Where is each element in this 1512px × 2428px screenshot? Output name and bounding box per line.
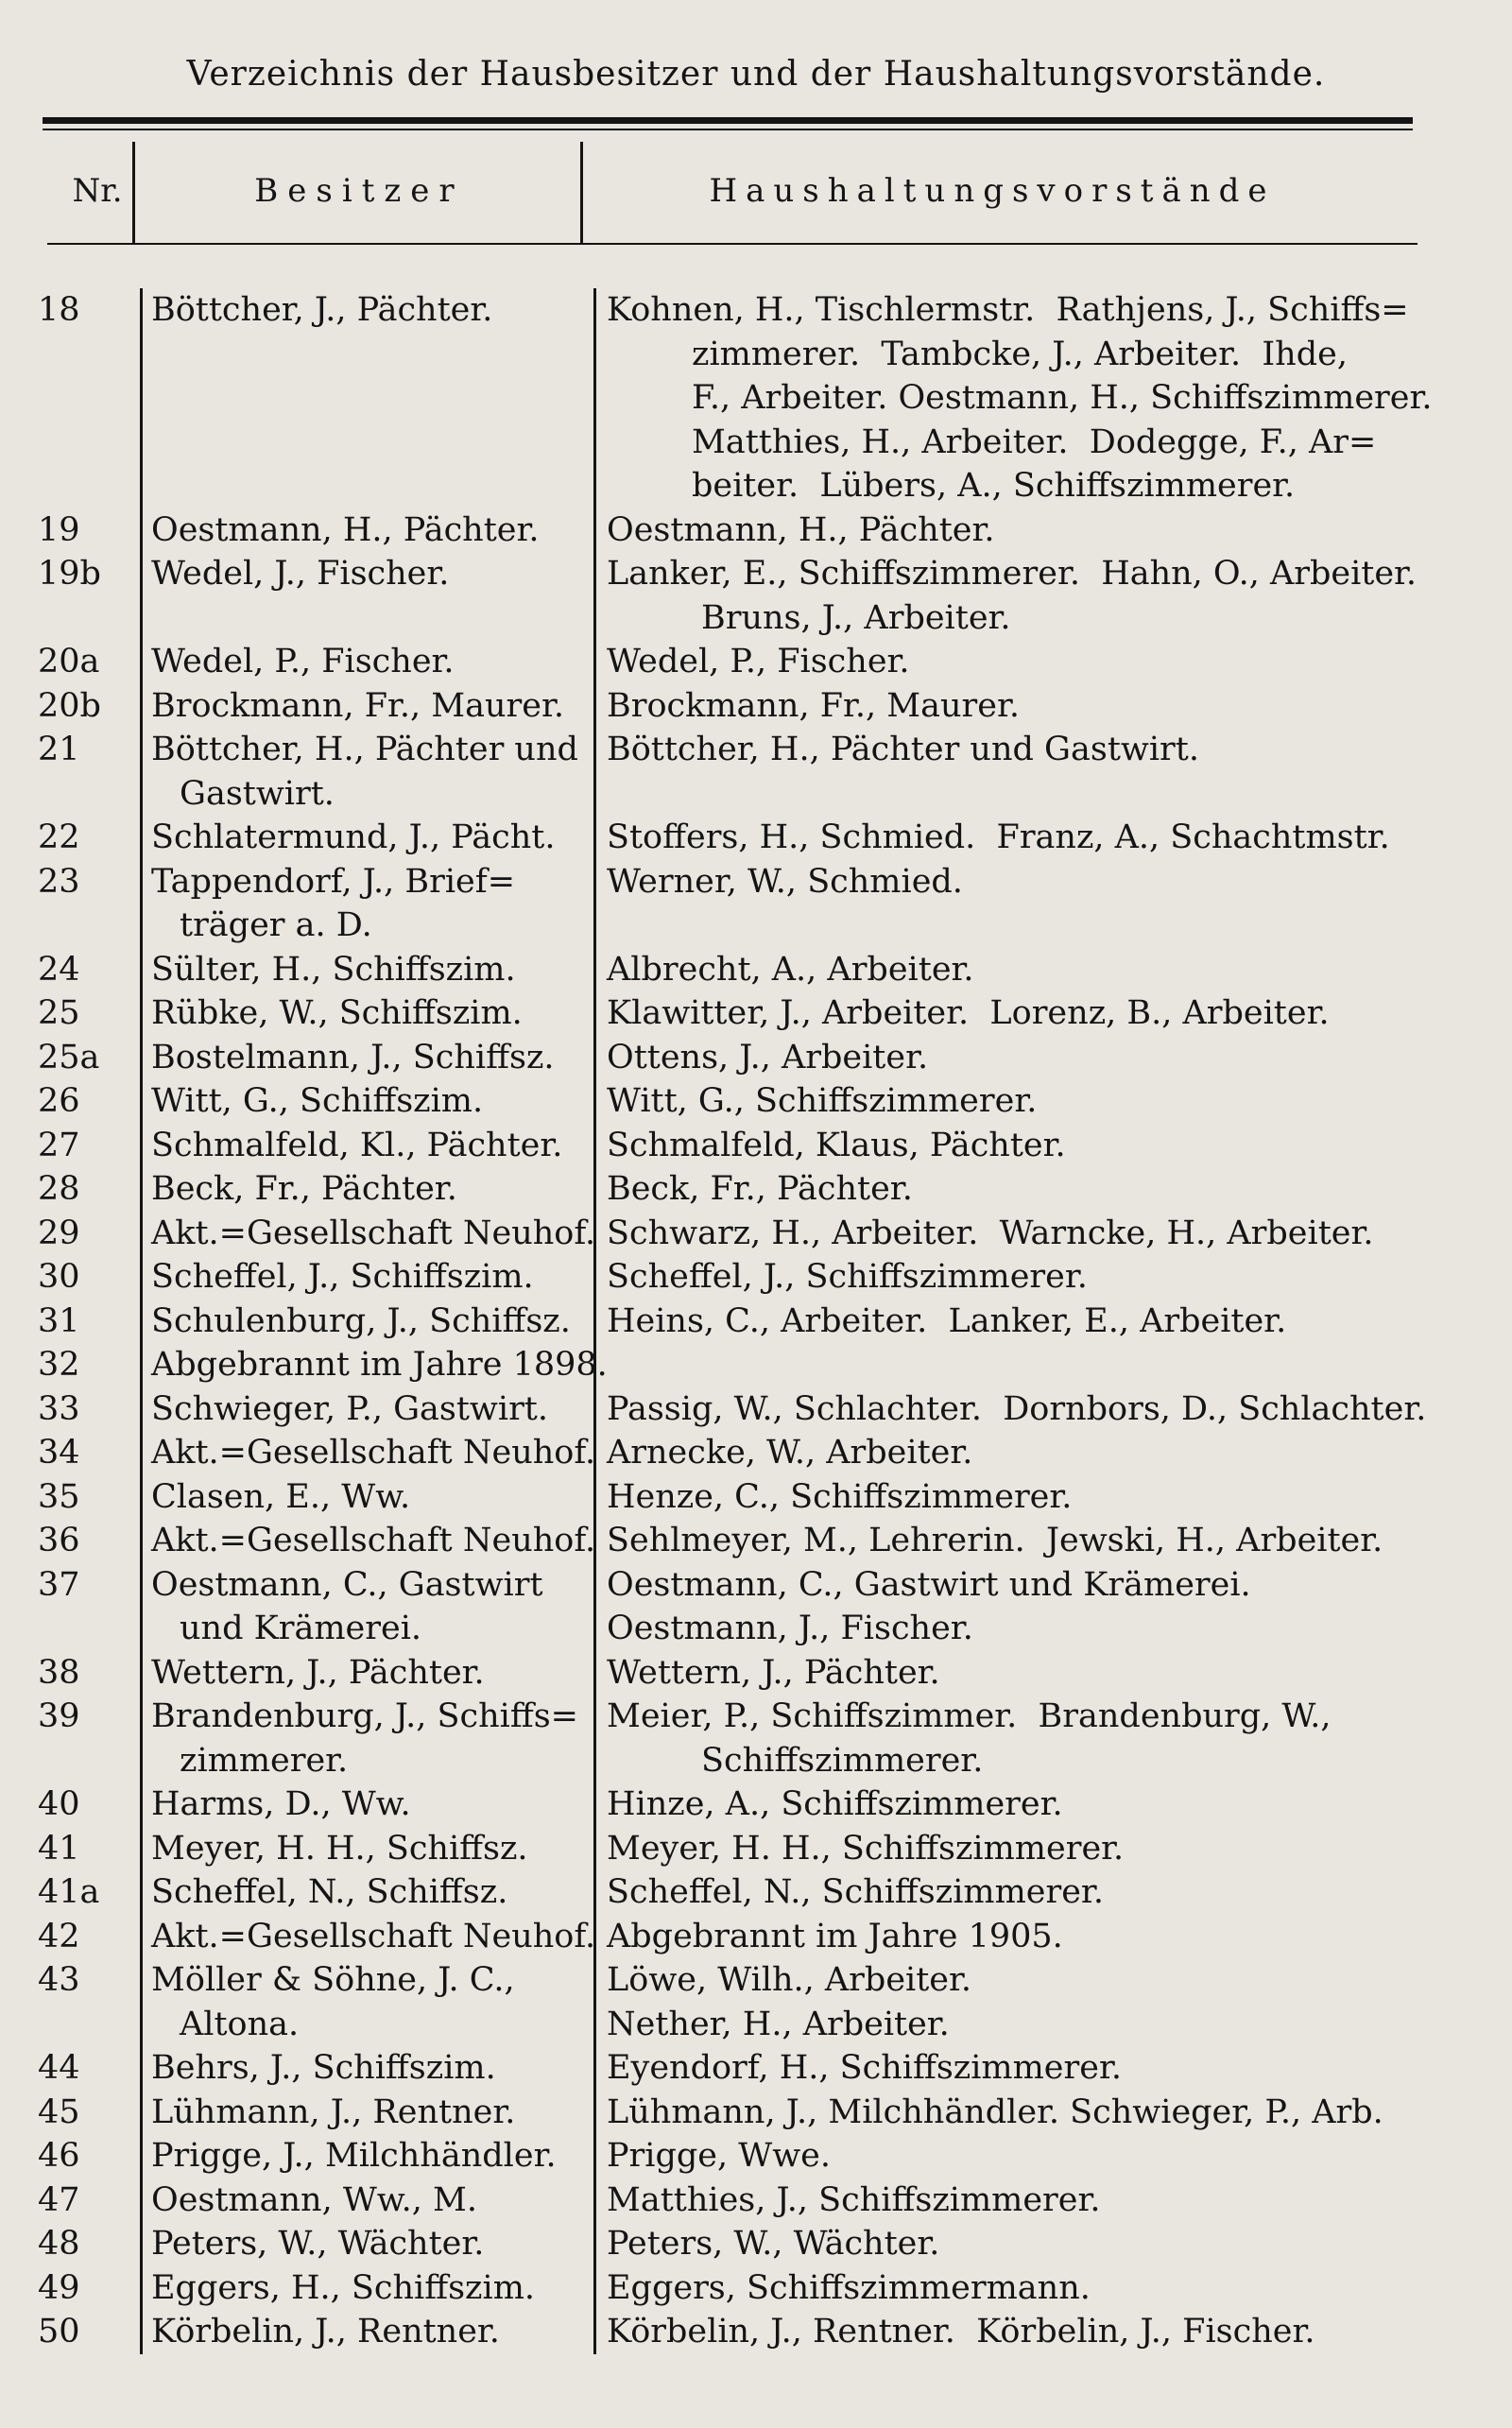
household-heads-cell	[607, 991, 1457, 1036]
owner-line: Körbelin, J., Rentner.	[151, 2313, 500, 2351]
household-heads-line: Nether, H., Arbeiter.	[607, 2005, 950, 2043]
household-heads-line: Schwarz, H., Arbeiter. Warncke, H., Arbeiter.	[607, 1214, 1374, 1252]
owner-cell	[151, 2222, 643, 2266]
household-heads-cell	[607, 1300, 1457, 1344]
household-heads-line: Heins, C., Arbeiter. Lanker, E., Arbeiter.	[607, 1301, 1287, 1340]
row-number: 26	[38, 1082, 80, 1120]
household-heads-line: Klawitter, J., Arbeiter. Lorenz, B., Arbeiter.	[607, 994, 1330, 1032]
household-heads-line: Wedel, P., Fischer.	[607, 643, 910, 680]
row-number: 27	[38, 1126, 80, 1164]
row-number: 32	[38, 1346, 80, 1384]
household-heads-line: Henze, C., Schiffszimmerer.	[607, 1477, 1073, 1516]
household-heads-line: Meier, P., Schiffszimmer. Brandenburg, W.,	[607, 1697, 1332, 1735]
household-heads-cell	[607, 816, 1457, 860]
household-heads-line: Arnecke, W., Arbeiter.	[607, 1434, 973, 1472]
row-number: 38	[38, 1653, 80, 1692]
owner-line: Brandenburg, J., Schiffs=	[151, 1697, 579, 1735]
owner-line: Schulenburg, J., Schiffsz.	[151, 1301, 571, 1340]
owner-cell	[151, 2134, 643, 2178]
row-number: 36	[38, 1522, 80, 1559]
row-number: 42	[38, 1917, 80, 1955]
owner-line: Clasen, E., Ww.	[151, 1477, 411, 1516]
column-header-haushaltungsvorstaende: Haushaltungsvorstände	[709, 172, 1276, 210]
row-number: 25	[38, 994, 80, 1032]
household-heads-cell	[607, 508, 1457, 553]
household-heads-line: Scheffel, N., Schiffszimmerer.	[607, 1873, 1104, 1911]
owner-cell	[151, 1167, 643, 1212]
row-number: 29	[38, 1214, 80, 1252]
owner-cell	[151, 1300, 643, 1344]
owner-line: Beck, Fr., Pächter.	[151, 1170, 457, 1208]
row-number: 41a	[38, 1873, 100, 1911]
household-heads-cell	[607, 552, 1457, 640]
household-heads-line: zimmerer. Tambcke, J., Arbeiter. Ihde,	[692, 335, 1348, 373]
owner-line: Schmalfeld, Kl., Pächter.	[151, 1126, 563, 1164]
household-heads-line: Löwe, Wilh., Arbeiter.	[607, 1961, 972, 1999]
owner-line: Behrs, J., Schiffszim.	[151, 2049, 496, 2087]
household-heads-cell	[607, 1036, 1457, 1080]
owner-cell	[151, 1651, 643, 1696]
owner-line: Wettern, J., Pächter.	[151, 1653, 485, 1692]
owner-line: Rübke, W., Schiffszim.	[151, 994, 523, 1032]
household-heads-cell	[607, 1167, 1457, 1212]
owner-line: Harms, D., Ww.	[151, 1785, 411, 1823]
owner-line: Akt.=Gesellschaft Neuhof.	[151, 1434, 596, 1472]
household-heads-line: Brockmann, Fr., Maurer.	[607, 686, 1020, 725]
owner-cell	[151, 2266, 643, 2311]
household-heads-line: Schiffszimmerer.	[701, 1741, 984, 1780]
household-heads-line: Böttcher, H., Pächter und Gastwirt.	[607, 731, 1199, 768]
household-heads-line: Abgebrannt im Jahre 1905.	[607, 1917, 1063, 1955]
row-number: 20a	[38, 643, 100, 680]
household-heads-cell	[607, 948, 1457, 992]
household-heads-line: Stoffers, H., Schmied. Franz, A., Schachtmstr.	[607, 818, 1390, 856]
owner-cell	[151, 991, 643, 1036]
owner-cell	[151, 948, 643, 992]
household-heads-line: Peters, W., Wächter.	[607, 2225, 940, 2263]
owner-cell	[151, 816, 643, 860]
household-heads-line: Hinze, A., Schiffszimmerer.	[607, 1785, 1063, 1823]
owner-line: Peters, W., Wächter.	[151, 2225, 485, 2263]
household-heads-cell	[607, 1212, 1457, 1256]
row-number: 19	[38, 510, 80, 549]
owner-line: Witt, G., Schiffszim.	[151, 1082, 484, 1120]
row-number: 46	[38, 2137, 80, 2175]
row-number: 39	[38, 1697, 80, 1735]
household-heads-line: Oestmann, H., Pächter.	[607, 510, 995, 549]
household-heads-cell	[607, 1079, 1457, 1124]
owner-cell	[151, 1958, 643, 2046]
household-heads-cell	[607, 684, 1457, 729]
household-heads-cell	[607, 1431, 1457, 1475]
row-number: 31	[38, 1301, 80, 1340]
owner-line: Eggers, H., Schiffszim.	[151, 2268, 536, 2307]
household-heads-cell	[607, 1651, 1457, 1696]
owner-cell	[151, 1343, 643, 1387]
owner-line: Akt.=Gesellschaft Neuhof.	[151, 1522, 596, 1559]
column-header-besitzer: Besitzer	[254, 172, 464, 210]
column-header-rule	[47, 243, 1418, 245]
column-divider-header-1	[132, 142, 135, 244]
household-heads-line: Oestmann, J., Fischer.	[607, 1610, 973, 1647]
row-number: 34	[38, 1434, 80, 1472]
row-number: 25a	[38, 1038, 100, 1076]
owner-cell	[151, 1695, 643, 1782]
household-heads-line: Kohnen, H., Tischlermstr. Rathjens, J., Schiffs=	[607, 291, 1409, 329]
household-heads-cell	[607, 860, 1457, 904]
owner-cell	[151, 1782, 643, 1827]
header-rule-thin	[43, 129, 1413, 130]
owner-cell	[151, 1387, 643, 1432]
owner-line: Prigge, J., Milchhändler.	[151, 2137, 557, 2175]
owner-cell	[151, 508, 643, 553]
household-heads-cell	[607, 1782, 1457, 1827]
household-heads-line: Eggers, Schiffszimmermann.	[607, 2268, 1091, 2307]
household-heads-cell	[607, 1124, 1457, 1168]
row-number: 21	[38, 731, 80, 768]
household-heads-cell	[607, 1958, 1457, 2046]
owner-cell	[151, 1475, 643, 1520]
household-heads-line: F., Arbeiter. Oestmann, H., Schiffszimmerer.	[692, 379, 1433, 417]
owner-line: zimmerer.	[180, 1741, 349, 1780]
household-heads-cell	[607, 1870, 1457, 1915]
household-heads-line: Eyendorf, H., Schiffszimmerer.	[607, 2049, 1122, 2087]
household-heads-line: Lanker, E., Schiffszimmerer. Hahn, O., Arbeiter.	[607, 555, 1418, 593]
household-heads-cell	[607, 1255, 1457, 1300]
household-heads-line: Passig, W., Schlachter. Dornbors, D., Schlachter.	[607, 1389, 1427, 1428]
row-number: 48	[38, 2225, 80, 2263]
owner-cell	[151, 552, 643, 596]
header-rule-thick	[43, 117, 1413, 124]
owner-cell	[151, 640, 643, 684]
owner-line: Oestmann, Ww., M.	[151, 2180, 477, 2219]
owner-cell	[151, 288, 643, 333]
owner-line: Schwieger, P., Gastwirt.	[151, 1389, 548, 1428]
owner-cell	[151, 2310, 643, 2354]
household-heads-cell	[607, 1475, 1457, 1520]
owner-cell	[151, 1255, 643, 1300]
row-number: 22	[38, 818, 80, 856]
owner-line: Möller & Söhne, J. C.,	[151, 1961, 515, 1999]
owner-line: Oestmann, C., Gastwirt	[151, 1565, 543, 1604]
household-heads-cell	[607, 2046, 1457, 2091]
row-number: 44	[38, 2049, 80, 2087]
owner-line: Oestmann, H., Pächter.	[151, 510, 540, 549]
owner-cell	[151, 2178, 643, 2223]
owner-cell	[151, 1212, 643, 1256]
household-heads-line: Lühmann, J., Milchhändler. Schwieger, P., Arb.	[607, 2092, 1383, 2131]
household-heads-line: Ottens, J., Arbeiter.	[607, 1038, 929, 1076]
owner-cell	[151, 1519, 643, 1563]
household-heads-cell	[607, 2134, 1457, 2178]
owner-line: Tappendorf, J., Brief=	[151, 862, 516, 901]
household-heads-line: Oestmann, C., Gastwirt und Krämerei.	[607, 1565, 1251, 1604]
household-heads-line: Wettern, J., Pächter.	[607, 1653, 940, 1692]
column-header-nr: Nr.	[72, 172, 123, 210]
household-heads-line: Albrecht, A., Arbeiter.	[607, 950, 974, 989]
owner-line: Scheffel, N., Schiffsz.	[151, 1873, 508, 1911]
household-heads-cell	[607, 2178, 1457, 2223]
household-heads-line: Witt, G., Schiffszimmerer.	[607, 1082, 1038, 1120]
household-heads-line: Sehlmeyer, M., Lehrerin. Jewski, H., Arbeiter.	[607, 1522, 1383, 1559]
owner-line: Akt.=Gesellschaft Neuhof.	[151, 1214, 596, 1252]
household-heads-line: Matthies, H., Arbeiter. Dodegge, F., Ar=	[692, 422, 1377, 461]
owner-cell	[151, 1124, 643, 1168]
owner-cell	[151, 684, 643, 729]
owner-line: Wedel, J., Fischer.	[151, 555, 450, 593]
owner-line: Gastwirt.	[180, 774, 335, 813]
row-number: 35	[38, 1477, 80, 1516]
row-number: 30	[38, 1258, 80, 1296]
household-heads-line: Matthies, J., Schiffszimmerer.	[607, 2180, 1101, 2219]
column-divider-header-2	[580, 142, 583, 244]
owner-line: Altona.	[180, 2005, 300, 2043]
owner-line: und Krämerei.	[180, 1610, 422, 1647]
household-heads-cell	[607, 288, 1457, 508]
row-number: 43	[38, 1961, 80, 1999]
household-heads-cell	[607, 1827, 1457, 1871]
row-number: 45	[38, 2092, 80, 2131]
household-heads-cell	[607, 2222, 1457, 2266]
owner-cell	[151, 1036, 643, 1080]
household-heads-line: Prigge, Wwe.	[607, 2137, 832, 2175]
owner-line: Böttcher, J., Pächter.	[151, 291, 493, 329]
row-number: 24	[38, 950, 80, 989]
owner-line: träger a. D.	[180, 906, 372, 944]
owner-line: Schlatermund, J., Pächt.	[151, 818, 556, 856]
owner-line: Meyer, H. H., Schiffsz.	[151, 1829, 528, 1868]
owner-line: Akt.=Gesellschaft Neuhof.	[151, 1917, 596, 1955]
row-number: 37	[38, 1565, 80, 1604]
household-heads-line: Bruns, J., Arbeiter.	[701, 598, 1011, 637]
owner-cell	[151, 2046, 643, 2091]
owner-line: Sülter, H., Schiffszim.	[151, 950, 516, 989]
row-number: 33	[38, 1389, 80, 1428]
owner-line: Böttcher, H., Pächter und	[151, 731, 578, 768]
household-heads-cell	[607, 2310, 1457, 2354]
owner-line: Bostelmann, J., Schiffsz.	[151, 1038, 555, 1076]
household-heads-cell	[607, 728, 1457, 772]
household-heads-line: Werner, W., Schmied.	[607, 862, 963, 901]
owner-cell	[151, 1079, 643, 1124]
owner-line: Abgebrannt im Jahre 1898.	[151, 1346, 608, 1384]
owner-line: Wedel, P., Fischer.	[151, 643, 455, 680]
row-number: 28	[38, 1170, 80, 1208]
owner-line: Brockmann, Fr., Maurer.	[151, 686, 564, 725]
household-heads-line: Beck, Fr., Pächter.	[607, 1170, 913, 1208]
household-heads-cell	[607, 1519, 1457, 1563]
row-number: 50	[38, 2313, 80, 2351]
household-heads-cell	[607, 1695, 1457, 1782]
household-heads-cell	[607, 1387, 1457, 1432]
household-heads-line: Körbelin, J., Rentner. Körbelin, J., Fischer.	[607, 2313, 1315, 2351]
row-number: 41	[38, 1829, 80, 1868]
row-number: 40	[38, 1785, 80, 1823]
row-number: 23	[38, 862, 80, 901]
row-number: 19b	[38, 555, 101, 593]
owner-cell	[151, 1827, 643, 1871]
owner-cell	[151, 2091, 643, 2135]
owner-cell	[151, 728, 643, 816]
household-heads-cell	[607, 2266, 1457, 2311]
household-heads-line: beiter. Lübers, A., Schiffszimmerer.	[692, 467, 1296, 505]
owner-cell	[151, 860, 643, 948]
owner-cell	[151, 1563, 643, 1651]
owner-line: Lühmann, J., Rentner.	[151, 2092, 516, 2131]
household-heads-cell	[607, 1563, 1457, 1651]
row-number: 47	[38, 2180, 80, 2219]
household-heads-line: Meyer, H. H., Schiffszimmerer.	[607, 1829, 1125, 1868]
household-heads-line: Schmalfeld, Klaus, Pächter.	[607, 1126, 1066, 1164]
household-heads-cell	[607, 640, 1457, 684]
page-title: Verzeichnis der Hausbesitzer und der Haushaltungsvorstände.	[186, 55, 1326, 94]
owner-cell	[151, 1870, 643, 1915]
owner-cell	[151, 1915, 643, 1959]
owner-line: Scheffel, J., Schiffszim.	[151, 1258, 534, 1296]
row-number: 20b	[38, 686, 101, 725]
row-number: 18	[38, 291, 80, 329]
household-heads-line: Scheffel, J., Schiffszimmerer.	[607, 1258, 1088, 1296]
household-heads-cell	[607, 1915, 1457, 1959]
owner-cell	[151, 1431, 643, 1475]
row-number: 49	[38, 2268, 80, 2307]
household-heads-cell	[607, 2091, 1457, 2135]
